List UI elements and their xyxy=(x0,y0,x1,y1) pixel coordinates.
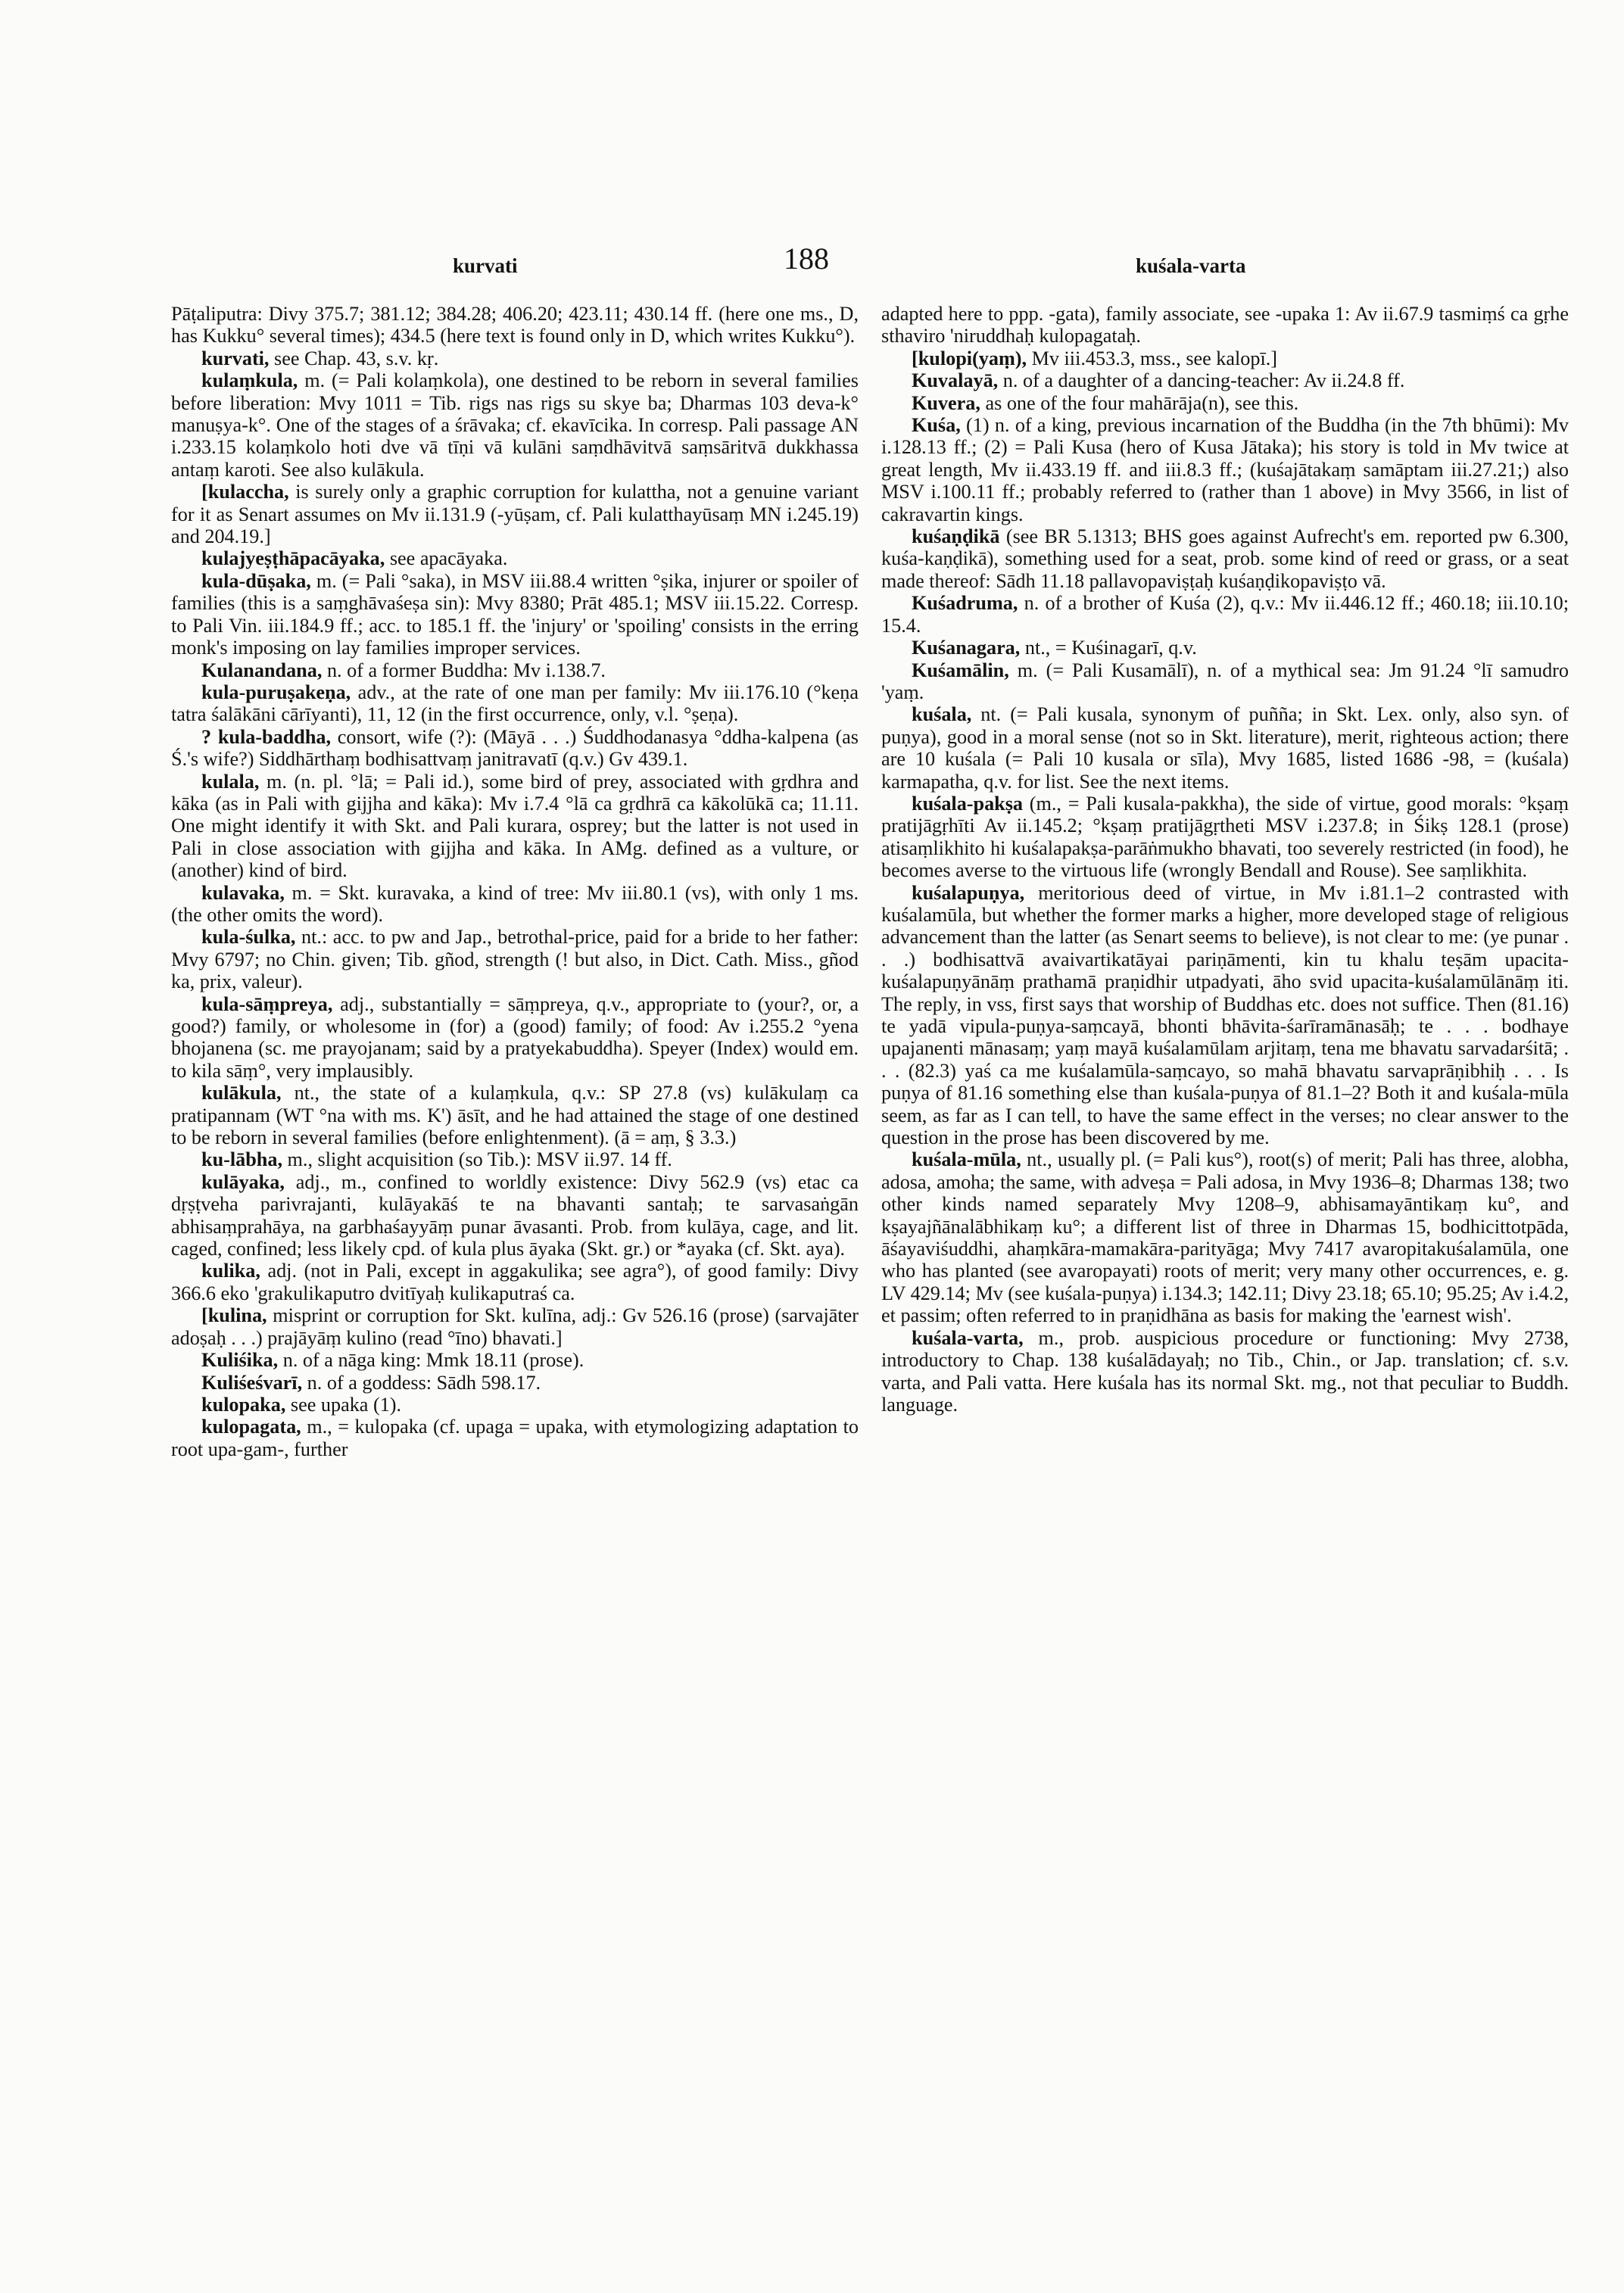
headword: kuśala-mūla, xyxy=(912,1148,1021,1171)
headword: kuśala-varta, xyxy=(912,1326,1024,1349)
entry-text: adj., substantially = sāṃpreya, q.v., appropriate to (your?, or, a good?) family, or wholesome in (for) a (good) family; of food: Av i.255.2 °yena bhojanena (sc. me prayojanam; said by a pratyekabuddha). Speyer (Index) would em. to kila sāṃ°, very implausibly. xyxy=(171,992,859,1082)
entry-text: misprint or corruption for Skt. kulīna, adj.: Gv 526.16 (prose) (sarvajāter adoṣaḥ . . .) prajāyāṃ kulino (read °īno) bhavati.] xyxy=(171,1304,859,1349)
dictionary-entry xyxy=(171,369,859,481)
headword: Kuśanagara, xyxy=(912,637,1021,659)
dictionary-entry xyxy=(171,926,859,992)
entry-text: n. of a brother of Kuśa (2), q.v.: Mv ii.446.12 ff.; 460.18; iii.10.10; 15.4. xyxy=(881,592,1569,637)
dictionary-entry xyxy=(881,347,1569,369)
headword: Kuśa, xyxy=(912,414,961,437)
dictionary-entry xyxy=(171,681,859,726)
entry-text: (m., = Pali kusala-pakkha), the side of virtue, good morals: °kṣaṃ pratijāgṛhīti Av ii.145.2; °kṣaṃ pratijāgṛtheti MSV i.237.8; in Śikṣ 128.1 (prose) atisaṃlikhito hi kuśalapakṣa-parāṅmukho bhavati, too severely restricted (in food), he becomes averse to the virtuous life (wrongly Bendall and Rouse). See saṃlikhita. xyxy=(881,792,1569,882)
headword: kurvati, xyxy=(201,347,270,369)
entry-text: nt., usually pl. (= Pali kus°), root(s) of merit; Pali has three, alobha, adosa, amoha; the same, with adveṣa = Pali adosa, in Mvy 1936–8; Dharmas 138; two other kinds named separately Mvy 1208–9, abhisamayāntikaṃ ku°, and kṣayajñānalābhikaṃ ku°; a different list of three in Dharmas 15, bodhicittotpāda, āśayaviśuddhi, ahaṃkāra-mamakāra-parityāga; Mvy 7417 avaropitakuśalamūla, one who has planted (see avaropayati) roots of merit; very many other occurrences, e. g. LV 429.14; Mv (see kuśala-puṇya) i.134.3; 142.11; Divy 23.18; 65.10; 95.25; Av i.4.2, et passim; often referred to in praṇidhāna as basis for making the 'earnest wish'. xyxy=(881,1148,1569,1327)
headword: kulika, xyxy=(201,1260,260,1282)
headword: kulākula, xyxy=(201,1082,282,1104)
entry-text: nt., = Kuśinagarī, q.v. xyxy=(1020,637,1197,659)
entry-text: m., prob. auspicious procedure or functioning: Mvy 2738, introductory to Chap. 138 kuśalādayaḥ; no Tib., Chin., or Jap. translation; cf. s.v. varta, and Pali vatta. Here kuśala has its normal Skt. mg., not that peculiar to Buddh. language. xyxy=(881,1326,1569,1416)
entry-text: Pāṭaliputra: Divy 375.7; 381.12; 384.28; 406.20; 423.11; 430.14 ff. (here one ms., D, has Kukku° several times); 434.5 (here text is found only in D, which writes Kukku°). xyxy=(171,303,859,347)
headword: ? kula-baddha, xyxy=(201,725,332,748)
dictionary-entry xyxy=(881,1148,1569,1326)
right-guide-word: kuśala-varta xyxy=(1136,254,1246,277)
dictionary-entry xyxy=(881,882,1569,1149)
dictionary-entry xyxy=(171,1304,859,1349)
entry-text: m. (= Pali kolaṃkola), one destined to be reborn in several families before liberation: Mvy 1011 = Tib. rigs nas rigs su skye ba; Dharmas 103 deva-k° manuṣya-k°. One of the stages of a śrāvaka; cf. ekavīcika. In corresp. Pali passage AN i.233.15 kolaṃkolo hoti dve vā tīṇi vā kulāni saṃdhāvitvā saṃsāritvā dukkhassa antaṃ karoti. See also kulākula. xyxy=(171,369,859,481)
entry-text: nt.: acc. to pw and Jap., betrothal-price, paid for a bride to her father: Mvy 6797; no Chin. given; Tib. gñod, strength (! but also, in Dict. Cath. Miss., gñod ka, prix, valeur). xyxy=(171,926,859,993)
dictionary-entry xyxy=(171,303,859,347)
headword: kulopagata, xyxy=(201,1416,301,1438)
entry-text: (see BR 5.1313; BHS goes against Aufrecht's em. reported pw 6.300, kuśa-kaṇḍikā), something used for a seat, prob. some kind of reed or grass, or a seat made thereof: Sādh 11.18 pallavopaviṣṭaḥ kuśaṇḍikopaviṣṭo vā. xyxy=(881,525,1569,592)
dictionary-entry xyxy=(881,414,1569,525)
headword: kulaṃkula, xyxy=(201,369,298,392)
entry-text: nt. (= Pali kusala, synonym of puñña; in Skt. Lex. only, also syn. of puṇya), good in a moral sense (not so in Skt. literature), merit, righteous action; there are 10 kuśala (= Pali 10 kusala or sīla), Mvy 1685, listed 1686 -98, = (kuśala) karmapatha, q.v. for list. See the next items. xyxy=(881,703,1569,793)
dictionary-entry xyxy=(171,481,859,547)
page-header xyxy=(0,241,1624,286)
dictionary-entry xyxy=(881,303,1569,347)
entry-text: is surely only a graphic corruption for kulattha, not a genuine variant for it as Senart assumes on Mv ii.131.9 (-yūṣam, cf. Pali kulatthayūsaṃ MN i.245.19) and 204.19.] xyxy=(171,481,859,548)
right-column xyxy=(881,303,1569,1416)
headword: kulajyeṣṭhāpacāyaka, xyxy=(201,547,385,570)
headword: Kuliśika, xyxy=(201,1349,279,1372)
headword: kulala, xyxy=(201,770,260,793)
dictionary-entry xyxy=(171,570,859,659)
headword: Kulanandana, xyxy=(201,659,323,681)
entry-text: n. of a former Buddha: Mv i.138.7. xyxy=(322,659,606,681)
headword: kulavaka, xyxy=(201,881,285,904)
dictionary-entry xyxy=(171,1148,859,1170)
headword: kula-śulka, xyxy=(201,926,296,949)
entry-text: adj., m., confined to worldly existence: Divy 562.9 (vs) etac ca dṛṣṭveha parivrajanti, kulāyakāś te na bhavanti santaḥ; te sarvasaṅgān abhisaṃprahāya, na garbhaśayyāṃ punar āvasanti. Prob. from kulāya, cage, and lit. caged, confined; less likely cpd. of kula plus āyaka (Skt. gr.) or *ayaka (cf. Skt. aya). xyxy=(171,1170,859,1260)
dictionary-entry xyxy=(881,369,1569,391)
headword: [kulaccha, xyxy=(201,481,289,503)
entry-text: Mv iii.453.3, mss., see kalopī.] xyxy=(1027,347,1278,369)
page-number: 188 xyxy=(784,241,829,276)
entry-text: n. of a goddess: Sādh 598.17. xyxy=(302,1371,541,1394)
dictionary-entry xyxy=(881,392,1569,414)
dictionary-entry xyxy=(171,1372,859,1394)
dictionary-entry xyxy=(881,793,1569,882)
dictionary-entry xyxy=(881,1327,1569,1416)
entry-text: adv., at the rate of one man per family: Mv iii.176.10 (°keṇa tatra śalākāni cārīyanti), 11, 12 (in the first occurrence, only, v.l. °ṣeṇa). xyxy=(171,681,859,726)
headword: ku-lābha, xyxy=(201,1148,282,1171)
headword: kuśala, xyxy=(912,703,972,726)
headword: kuśalapuṇya, xyxy=(912,881,1025,904)
entry-text: m. = Skt. kuravaka, a kind of tree: Mv iii.80.1 (vs), with only 1 ms. (the other omits the word). xyxy=(171,881,859,926)
dictionary-entry xyxy=(171,771,859,882)
dictionary-entry xyxy=(171,659,859,681)
dictionary-entry xyxy=(171,993,859,1083)
entry-text: m. (n. pl. °lā; = Pali id.), some bird of prey, associated with gṛdhra and kāka (as in Pali with gijjha and kāka): Mv i.7.4 °lā ca gṛdhrā ca kākolūkā ca; 11.11. One might identify it with Skt. and Pali kurara, osprey; but the latter is not used in Pali in close association with gijjha and kāka. In AMg. defined as a vulture, or (another) kind of bird. xyxy=(171,770,859,882)
dictionary-entry xyxy=(881,659,1569,704)
dictionary-entry xyxy=(171,1082,859,1148)
dictionary-entry xyxy=(881,637,1569,659)
entry-text: adj. (not in Pali, except in aggakulika; see agra°), of good family: Divy 366.6 eko 'grakulikaputro dvitīyaḥ kulikaputraś ca. xyxy=(171,1260,859,1304)
dictionary-entry xyxy=(171,1349,859,1371)
headword: Kuśamālin, xyxy=(912,659,1009,681)
headword: [kulina, xyxy=(201,1304,267,1327)
left-guide-word: kurvati xyxy=(453,254,518,277)
headword: kuśaṇḍikā xyxy=(912,525,1000,548)
entry-text: see upaka (1). xyxy=(285,1393,402,1416)
dictionary-entry xyxy=(171,547,859,569)
entry-text: meritorious deed of virtue, in Mv i.81.1–2 contrasted with kuśalamūla, but whether the former marks a higher, more developed stage of religious advancement than the latter (as Senart seems to believe), is not clear to me: (ye punar . . .) bodhisattvā avaivartikatāyai pariṇāmenti, kin tu khalu teṣām upacita-kuśalapuṇyānāṃ prathamā praṇidhir utpadyati, āho svid upacita-kuśalamūlānāṃ iti. The reply, in vss, first says that worship of Buddhas etc. does not suffice. Then (81.16) te yadā vipula-puṇya-saṃcayā, bhonti bhāvita-śarīramānasāḥ; te . . . bodhaye upajanenti mānasaṃ; yaṃ mayā kuśalamūlam arjitaṃ, tena me bhavatu sarvadarśitā; . . . (82.3) yaś ca me kuśalamūla-saṃcayo, so mahā bhavatu sarvaprāṇibhiḥ . . . Is puṇya of 81.16 something else than kuśala-puṇya of 81.1–2? Both it and kuśala-mūla seem, as far as I can tell, to have the same effect in the verses; no clear answer to the question in the prose has been discovered by me. xyxy=(881,881,1569,1149)
headword: Kuliśeśvarī, xyxy=(201,1371,303,1394)
entry-text: m., slight acquisition (so Tib.): MSV ii.97. 14 ff. xyxy=(282,1148,672,1171)
headword: kulopaka, xyxy=(201,1393,286,1416)
headword: kuśala-pakṣa xyxy=(912,792,1024,815)
dictionary-entry xyxy=(881,592,1569,637)
entry-text: m. (= Pali Kusamālī), n. of a mythical sea: Jm 91.24 °lī samudro 'yaṃ. xyxy=(881,659,1569,703)
headword: kula-dūṣaka, xyxy=(201,569,311,592)
dictionary-entry xyxy=(881,703,1569,793)
entry-text: m., = kulopaka (cf. upaga = upaka, with etymologizing adaptation to root upa-gam-, further xyxy=(171,1416,859,1460)
left-column xyxy=(171,303,859,1460)
entry-text: adapted here to ppp. -gata), family associate, see -upaka 1: Av ii.67.9 tasmiṃś ca gṛhe sthaviro 'niruddhaḥ kulopagataḥ. xyxy=(881,303,1569,347)
headword: Kuvalayā, xyxy=(912,369,999,392)
entry-text: n. of a nāga king: Mmk 18.11 (prose). xyxy=(278,1349,584,1372)
dictionary-entry xyxy=(171,1171,859,1260)
entry-text: nt., the state of a kulaṃkula, q.v.: SP 27.8 (vs) kulākulaṃ ca pratipannam (WT °na with ms. K') āsīt, and he had attained the stage of one destined to be reborn in several families (before enlightenment). (ā = aṃ, § 3.3.) xyxy=(171,1082,859,1149)
entry-text: consort, wife (?): (Māyā . . .) Śuddhodanasya °ddha-kalpena (as Ś.'s wife?) Siddhārthaṃ bodhisattvaṃ janitravatī (q.v.) Gv 439.1. xyxy=(171,725,859,771)
dictionary-entry xyxy=(171,1394,859,1416)
headword: Kuśadruma, xyxy=(912,592,1018,615)
dictionary-entry xyxy=(171,1416,859,1460)
entry-text: n. of a daughter of a dancing-teacher: Av ii.24.8 ff. xyxy=(998,369,1405,392)
dictionary-entry xyxy=(171,1260,859,1304)
entry-text: see Chap. 43, s.v. kṛ. xyxy=(269,347,439,369)
headword: [kulopi(yaṃ), xyxy=(912,347,1027,369)
headword: kulāyaka, xyxy=(201,1170,285,1193)
headword: kula-puruṣakeṇa, xyxy=(201,681,351,703)
headword: Kuvera, xyxy=(912,391,980,414)
dictionary-entry xyxy=(171,347,859,369)
dictionary-entry xyxy=(171,726,859,771)
entry-text: see apacāyaka. xyxy=(385,547,508,570)
dictionary-entry xyxy=(881,525,1569,592)
headword: kula-sāṃpreya, xyxy=(201,992,333,1015)
entry-text: m. (= Pali °saka), in MSV iii.88.4 written °ṣika, injurer or spoiler of families (this is a saṃghāvaśeṣa sin): Mvy 8380; Prāt 485.1; MSV iii.15.22. Corresp. to Pali Vin. iii.184.9 ff.; acc. to 185.1 ff. the 'injury' or 'spoiling' consists in the erring monk's imposing on lay families improper services. xyxy=(171,569,859,659)
entry-text: as one of the four mahārāja(n), see this. xyxy=(980,391,1299,414)
entry-text: (1) n. of a king, previous incarnation of the Buddha (in the 7th bhūmi): Mv i.128.13 ff.; (2) = Pali Kusa (hero of Kusa Jātaka); his story is told in Mv twice at great length, Mv ii.433.19 ff. and iii.8.3 ff.; (kuśajātakaṃ samāptam iii.27.21;) also MSV i.100.11 ff.; probably referred to (rather than 1 above) in Mvy 3566, in list of cakravartin kings. xyxy=(881,414,1569,525)
dictionary-entry xyxy=(171,882,859,927)
